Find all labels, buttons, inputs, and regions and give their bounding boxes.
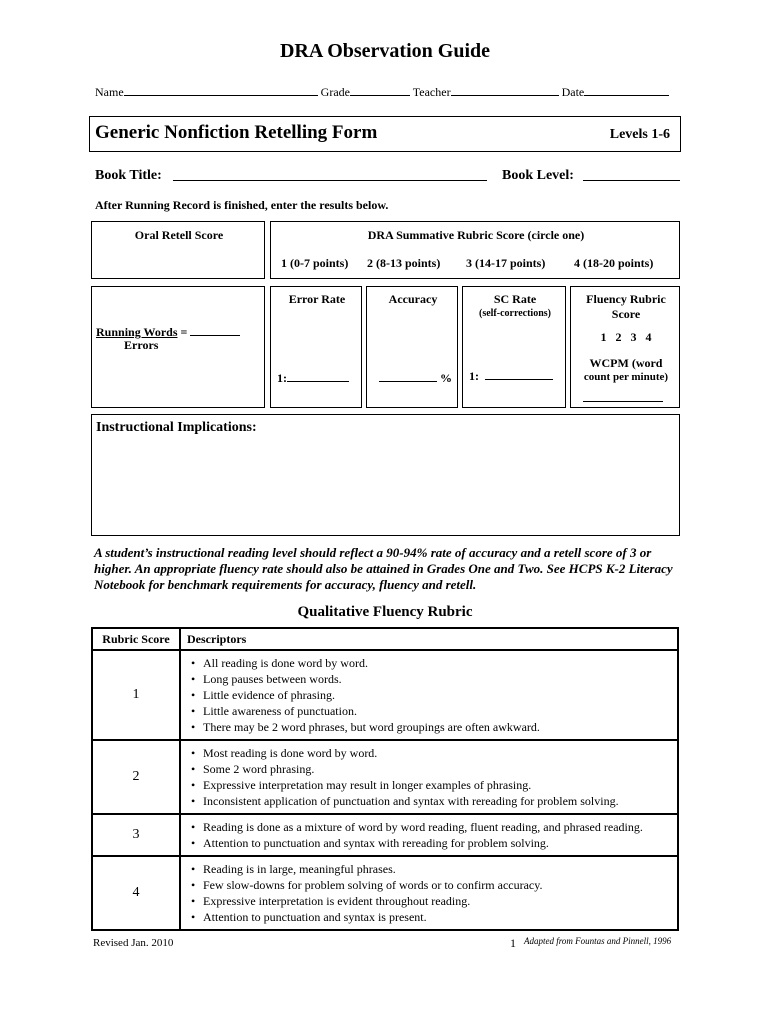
list-item: • Attention to punctuation and syntax with rereading for problem solving. — [203, 835, 677, 851]
instruction-text: After Running Record is finished, enter the results below. — [95, 198, 389, 212]
fluency-rubric-table — [91, 627, 679, 931]
rubric-descriptors-cell — [180, 856, 678, 930]
instructional-implications-box[interactable] — [91, 414, 680, 536]
rubric-score-cell: 3 — [92, 814, 180, 856]
rubric-descriptors-header: Descriptors — [180, 628, 678, 650]
error-rate-field[interactable] — [287, 369, 349, 382]
fluency-score-2[interactable]: 2 — [615, 330, 622, 344]
instructional-implications-label: Instructional Implications: — [96, 420, 257, 435]
list-item: • Few slow-downs for problem solving of words or to confirm accuracy. — [203, 877, 677, 893]
table-row — [92, 740, 678, 814]
accuracy-box — [366, 286, 458, 408]
summative-rubric-label: DRA Summative Rubric Score (circle one) — [367, 228, 585, 242]
revised-date: Revised Jan. 2010 — [93, 937, 174, 949]
summative-rubric-box — [270, 221, 680, 279]
running-words-ratio-field[interactable] — [190, 323, 240, 336]
name-field[interactable] — [124, 83, 318, 96]
rubric-score-header: Rubric Score — [92, 628, 180, 650]
list-item: • Little evidence of phrasing. — [203, 687, 677, 703]
summative-option-4[interactable]: 4 (18-20 points) — [574, 256, 654, 270]
accuracy-label: Accuracy — [388, 292, 438, 306]
table-row — [92, 856, 678, 930]
error-rate-entry — [277, 369, 349, 386]
list-item: • Expressive interpretation is evident throughout reading. — [203, 893, 677, 909]
page-title: DRA Observation Guide — [279, 40, 491, 62]
table-row — [92, 650, 678, 740]
summative-option-1[interactable]: 1 (0-7 points) — [281, 256, 349, 270]
error-rate-box — [270, 286, 362, 408]
date-field[interactable] — [584, 83, 669, 96]
book-title-field[interactable] — [173, 168, 487, 181]
fluency-label-1: Fluency Rubric — [586, 292, 666, 306]
running-words-label: Running Words — [96, 325, 178, 339]
list-item: • Attention to punctuation and syntax is present. — [203, 909, 677, 925]
form-title: Generic Nonfiction Retelling Form — [95, 122, 378, 143]
fluency-score-4[interactable]: 4 — [645, 330, 652, 344]
list-item: • Some 2 word phrasing. — [203, 761, 677, 777]
date-label: Date — [561, 85, 585, 99]
rubric-descriptors-cell — [180, 814, 678, 856]
error-rate-prefix: 1: — [277, 371, 287, 385]
summative-option-2[interactable]: 2 (8-13 points) — [367, 256, 441, 270]
accuracy-suffix: % — [440, 371, 452, 385]
rubric-score-cell: 1 — [92, 650, 180, 740]
rubric-score-cell: 2 — [92, 740, 180, 814]
rubric-descriptors-cell — [180, 650, 678, 740]
book-level-field[interactable] — [583, 168, 680, 181]
book-level-label: Book Level: — [502, 168, 574, 183]
rubric-score-cell: 4 — [92, 856, 180, 930]
list-item: • Reading is done as a mixture of word by word reading, fluent reading, and phrased reading. — [203, 819, 677, 835]
page-number: 1 — [510, 936, 516, 950]
levels-label: Levels 1-6 — [609, 127, 670, 142]
table-row — [92, 814, 678, 856]
form-title-box — [89, 116, 681, 152]
grade-label: Grade — [320, 85, 350, 99]
grade-field[interactable] — [350, 83, 410, 96]
wcpm-label-2: count per minute) — [583, 371, 669, 383]
summative-option-3[interactable]: 3 (14-17 points) — [466, 256, 546, 270]
rubric-header-row — [92, 628, 678, 650]
sc-rate-sublabel: (self-corrections) — [478, 308, 551, 319]
list-item: • Expressive interpretation may result in longer examples of phrasing. — [203, 777, 677, 793]
fluency-score-1[interactable]: 1 — [600, 330, 607, 344]
accuracy-note: A student’s instructional reading level should reflect a 90-94% rate of accuracy and a retell score of 3 or higher. An appropriate fluency rate should also be attained in Grades One and Two. See HCPS K-2 Literacy Notebook for benchmark requirements for accuracy, fluency and retell. — [94, 545, 673, 592]
fluency-score-3[interactable]: 3 — [630, 330, 637, 344]
student-info-line — [95, 83, 685, 100]
sc-rate-box — [462, 286, 566, 408]
sc-rate-prefix: 1: — [469, 369, 479, 383]
fluency-box — [570, 286, 680, 408]
fluency-score-options — [571, 330, 681, 345]
error-rate-label: Error Rate — [288, 292, 346, 306]
accuracy-entry — [379, 369, 452, 386]
equals-sign: = — [180, 325, 188, 339]
accuracy-field[interactable] — [379, 369, 437, 382]
running-words-row — [96, 323, 240, 340]
list-item: • Inconsistent application of punctuation and syntax with rereading for problem solving. — [203, 793, 677, 809]
teacher-label: Teacher — [412, 85, 451, 99]
rubric-title: Qualitative Fluency Rubric — [297, 604, 473, 620]
running-words-box — [91, 286, 265, 408]
oral-retell-box — [91, 221, 265, 279]
sc-rate-label: SC Rate — [493, 292, 537, 306]
name-label: Name — [95, 85, 124, 99]
sc-rate-field[interactable] — [485, 367, 553, 380]
teacher-field[interactable] — [451, 83, 559, 96]
list-item: • Little awareness of punctuation. — [203, 703, 677, 719]
errors-label: Errors — [124, 338, 159, 352]
oral-retell-label: Oral Retell Score — [134, 228, 224, 242]
credit-note: Adapted from Fountas and Pinnell, 1996 — [524, 936, 672, 946]
list-item: • Most reading is done word by word. — [203, 745, 677, 761]
list-item: • Long pauses between words. — [203, 671, 677, 687]
list-item: • Reading is in large, meaningful phrases. — [203, 861, 677, 877]
rubric-descriptors-cell — [180, 740, 678, 814]
sc-rate-entry — [469, 367, 553, 384]
list-item: • All reading is done word by word. — [203, 655, 677, 671]
fluency-label-2: Score — [611, 307, 641, 321]
wcpm-label-1: WCPM (word — [589, 356, 663, 370]
book-title-label: Book Title: — [95, 168, 162, 183]
list-item: • There may be 2 word phrases, but word groupings are often awkward. — [203, 719, 677, 735]
wcpm-field[interactable] — [583, 389, 663, 402]
